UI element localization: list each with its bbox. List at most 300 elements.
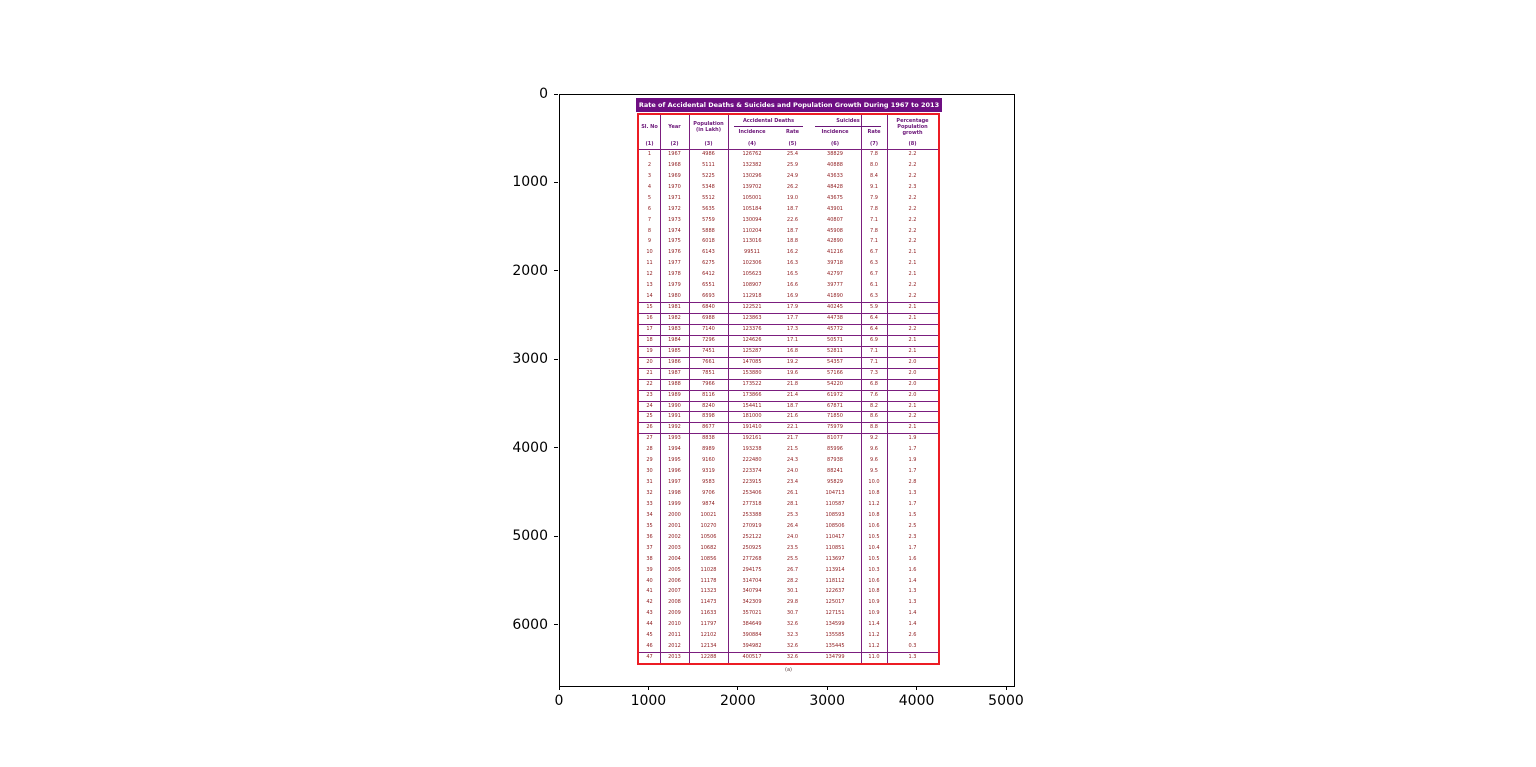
table-cell: 42797 <box>827 271 843 278</box>
table-row <box>639 247 938 258</box>
table-cell: 23.5 <box>786 544 799 551</box>
table-cell: 2.1 <box>908 271 917 278</box>
section-rule <box>639 422 938 423</box>
table-cell: 1970 <box>668 183 681 190</box>
table-cell: 1995 <box>668 457 681 464</box>
table-cell: 10682 <box>700 544 717 551</box>
table-cell: 1969 <box>668 172 681 179</box>
table-row <box>639 576 938 587</box>
table-row <box>639 226 938 237</box>
table-cell: 18.8 <box>786 238 799 245</box>
table-row <box>639 532 938 543</box>
table-cell: 29 <box>646 457 653 464</box>
table-cell: 11.2 <box>868 500 880 507</box>
table-cell: 192161 <box>742 435 762 442</box>
table-cell: 253388 <box>742 511 762 518</box>
table-cell: 135585 <box>825 632 845 639</box>
table-cell: 2 <box>647 161 652 168</box>
table-cell: 340794 <box>742 588 762 595</box>
table-cell: 1990 <box>668 402 681 409</box>
x-axis-tick <box>1006 686 1007 690</box>
table-cell: 6.3 <box>870 260 878 267</box>
table-cell: 24.3 <box>786 457 799 464</box>
table-cell: 39 <box>646 566 653 573</box>
table-cell: 1999 <box>668 500 681 507</box>
table-cell: 1982 <box>668 315 681 322</box>
table-cell: 1991 <box>668 413 681 420</box>
section-rule <box>639 401 938 402</box>
table-cell: 25.4 <box>786 151 799 157</box>
section-rule <box>639 324 938 325</box>
table-cell: 1985 <box>668 347 681 354</box>
table-cell: 11 <box>646 260 653 267</box>
table-cell: 41 <box>646 588 653 595</box>
table-cell: 81077 <box>827 435 843 442</box>
table-cell: 48428 <box>827 183 843 190</box>
table-cell: 2009 <box>668 610 681 617</box>
table-cell: 22.6 <box>786 216 799 223</box>
table-cell: 277318 <box>742 500 762 507</box>
table-cell: 10.3 <box>868 566 880 573</box>
table-cell: 126762 <box>742 151 762 157</box>
table-cell: 6.4 <box>870 325 878 332</box>
x-axis-tick-label: 2000 <box>719 693 756 709</box>
table-row <box>639 652 938 663</box>
table-row <box>639 586 938 597</box>
table-cell: 17 <box>646 325 653 332</box>
table-cell: 11323 <box>700 588 717 595</box>
table-cell: 26.4 <box>786 522 799 529</box>
table-cell: 18.7 <box>786 402 799 409</box>
table-cell: 1974 <box>668 227 681 234</box>
table-row <box>639 411 938 422</box>
table-cell: 7.1 <box>870 358 878 365</box>
table-cell: 6693 <box>702 293 715 300</box>
table-cell: 26 <box>646 424 653 431</box>
table-cell: 6143 <box>702 249 715 256</box>
table-cell: 147085 <box>742 358 762 365</box>
table-cell: 42890 <box>827 238 843 245</box>
table-cell: 41890 <box>827 293 843 300</box>
table-cell: 153880 <box>742 369 762 376</box>
table-row <box>639 258 938 269</box>
table-row <box>639 390 938 401</box>
table-cell: 6988 <box>702 315 715 322</box>
table-cell: 71850 <box>827 413 843 420</box>
table-cell: 1.6 <box>908 555 917 562</box>
table-cell: 154411 <box>742 402 762 409</box>
table-cell: 7.8 <box>870 205 878 212</box>
table-cell: 7.8 <box>870 151 878 157</box>
table-cell: 222480 <box>742 457 762 464</box>
table-cell: 18.7 <box>786 227 799 234</box>
table-cell: 34 <box>646 511 653 518</box>
table-cell: 24 <box>646 402 653 409</box>
table-cell: 9583 <box>702 479 715 486</box>
section-rule <box>639 346 938 347</box>
table-row <box>639 236 938 247</box>
table-cell: 1.3 <box>908 490 917 497</box>
table-row <box>639 149 938 160</box>
table-cell: 1977 <box>668 260 681 267</box>
table-cell: 28.1 <box>786 500 799 507</box>
table-cell: 32 <box>646 490 653 497</box>
table-cell: 2004 <box>668 555 681 562</box>
table-row <box>639 422 938 433</box>
table-cell: 1.6 <box>908 566 917 573</box>
table-cell: 7.1 <box>870 347 878 354</box>
header-col-number: (8) <box>908 140 917 147</box>
table-cell: 5 <box>647 194 652 201</box>
table-row <box>639 171 938 182</box>
table-cell: 123863 <box>742 315 762 322</box>
x-axis-tick <box>737 686 738 690</box>
table-cell: 1978 <box>668 271 681 278</box>
table-cell: 9.2 <box>870 435 878 442</box>
table-caption: (a) <box>785 667 792 673</box>
table-row <box>639 543 938 554</box>
table-cell: 191410 <box>742 424 762 431</box>
table-cell: 40888 <box>827 161 843 168</box>
table-cell: 9.5 <box>870 468 878 475</box>
table-cell: 10.6 <box>868 577 880 584</box>
table-cell: 7.3 <box>870 369 878 376</box>
table-cell: 25 <box>646 413 653 420</box>
section-rule <box>639 433 938 434</box>
table-cell: 10270 <box>700 522 717 529</box>
table-cell: 11797 <box>700 621 717 628</box>
table-cell: 45 <box>646 632 653 639</box>
x-axis-tick-label: 1000 <box>630 693 667 709</box>
y-axis-tick-label: 1000 <box>512 174 548 191</box>
table-cell: 88241 <box>827 468 843 475</box>
table-cell: 1996 <box>668 468 681 475</box>
table-row <box>639 280 938 291</box>
table-row <box>639 302 938 313</box>
table-cell: 8989 <box>702 446 715 453</box>
table-cell: 43633 <box>827 172 843 179</box>
table-cell: 2.2 <box>908 161 917 168</box>
table-cell: 193238 <box>742 446 762 453</box>
table-cell: 7851 <box>702 369 715 376</box>
table-cell: 1993 <box>668 435 681 442</box>
table-cell: 26.7 <box>786 566 799 573</box>
y-axis-tick <box>554 94 558 95</box>
table-cell: 12134 <box>700 643 717 650</box>
table-cell: 40245 <box>827 304 843 311</box>
table-cell: 1979 <box>668 282 681 289</box>
header-sui-incidence: Incidence <box>821 129 849 135</box>
table-cell: 2002 <box>668 533 681 540</box>
table-cell: 1.3 <box>908 588 917 595</box>
table-cell: 124626 <box>742 336 762 343</box>
section-rule <box>639 357 938 358</box>
table-row <box>639 357 938 368</box>
table-cell: 10.8 <box>868 588 880 595</box>
table-row <box>639 565 938 576</box>
table-cell: 1.4 <box>908 621 917 628</box>
table-cell: 10021 <box>700 511 717 518</box>
table-cell: 10.0 <box>868 479 880 486</box>
table-cell: 2.0 <box>908 380 917 387</box>
table-cell: 16.8 <box>786 347 799 354</box>
table-cell: 21.7 <box>786 435 799 442</box>
header-acc-rate: Rate <box>785 129 799 135</box>
y-axis-tick <box>554 536 558 537</box>
table-cell: 384649 <box>742 621 762 628</box>
table-cell: 113914 <box>825 566 845 573</box>
table-cell: 181000 <box>742 413 762 420</box>
table-cell: 16.9 <box>786 293 799 300</box>
table-cell: 35 <box>646 522 653 529</box>
table-cell: 9319 <box>702 468 715 475</box>
table-cell: 46 <box>646 643 653 650</box>
table-cell: 8.6 <box>870 413 878 420</box>
table-row <box>639 204 938 215</box>
table-cell: 29.8 <box>786 599 799 606</box>
table-cell: 9.6 <box>870 446 878 453</box>
table-cell: 30.7 <box>786 610 799 617</box>
table-cell: 6.4 <box>870 315 878 322</box>
table-cell: 2.1 <box>908 424 917 431</box>
table-cell: 1980 <box>668 293 681 300</box>
table-cell: 5111 <box>702 161 715 168</box>
header-growth: Percentage Population growth <box>896 118 929 136</box>
table-cell: 13 <box>646 282 653 289</box>
table-cell: 342309 <box>742 599 762 606</box>
table-cell: 18 <box>646 336 653 343</box>
table-cell: 21.5 <box>786 446 799 453</box>
y-axis-tick <box>554 624 558 625</box>
table-cell: 7.6 <box>870 391 878 398</box>
table-cell: 6.7 <box>870 271 878 278</box>
table-cell: 1.5 <box>908 511 917 518</box>
table-row <box>639 401 938 412</box>
table-cell: 2.8 <box>908 479 917 486</box>
table-cell: 12102 <box>700 632 717 639</box>
table-cell: 10.8 <box>868 511 880 518</box>
table-cell: 12288 <box>700 654 717 661</box>
table-row <box>639 444 938 455</box>
table-cell: 130296 <box>742 172 762 179</box>
table-cell: 31 <box>646 479 653 486</box>
table-cell: 2008 <box>668 599 681 606</box>
table-cell: 134599 <box>825 621 845 628</box>
table-cell: 21.4 <box>786 391 799 398</box>
table-cell: 11178 <box>700 577 717 584</box>
plot-area <box>559 94 1015 687</box>
table-row <box>639 597 938 608</box>
table-cell: 1973 <box>668 216 681 223</box>
table-cell: 8.8 <box>870 424 878 431</box>
table-cell: 7.9 <box>870 194 878 201</box>
y-axis-tick <box>554 447 558 448</box>
table-cell: 112918 <box>742 293 762 300</box>
table-cell: 2.1 <box>908 336 917 343</box>
table-cell: 10.4 <box>868 544 880 551</box>
table-cell: 32.6 <box>786 654 799 661</box>
table-cell: 1975 <box>668 238 681 245</box>
table-cell: 2.3 <box>908 183 917 190</box>
table-cell: 277268 <box>742 555 762 562</box>
table-row <box>639 641 938 652</box>
table-row <box>639 455 938 466</box>
table-cell: 7966 <box>702 380 715 387</box>
table-cell: 16.3 <box>786 260 799 267</box>
table-cell: 8398 <box>702 413 715 420</box>
table-cell: 21.6 <box>786 413 799 420</box>
section-rule <box>639 313 938 314</box>
table-cell: 6412 <box>702 271 715 278</box>
table-cell: 2.0 <box>908 369 917 376</box>
table-cell: 253406 <box>742 490 762 497</box>
table-cell: 5225 <box>702 172 715 179</box>
table-cell: 1984 <box>668 336 681 343</box>
table-cell: 250925 <box>742 544 762 551</box>
table-row <box>639 466 938 477</box>
table-cell: 6 <box>647 205 652 212</box>
table-cell: 5888 <box>702 227 715 234</box>
table-cell: 1.4 <box>908 610 917 617</box>
table-cell: 134799 <box>825 654 845 661</box>
table-cell: 40807 <box>827 216 843 223</box>
table-row <box>639 510 938 521</box>
table-cell: 4986 <box>702 151 715 157</box>
table-cell: 87938 <box>827 457 843 464</box>
table-row <box>639 433 938 444</box>
table-cell: 2.1 <box>908 402 917 409</box>
table-row <box>639 160 938 171</box>
table-cell: 44738 <box>827 315 843 322</box>
table-cell: 7661 <box>702 358 715 365</box>
table-cell: 1.7 <box>908 446 917 453</box>
table-cell: 2010 <box>668 621 681 628</box>
table-cell: 110587 <box>825 500 845 507</box>
y-axis-tick <box>554 182 558 183</box>
table-cell: 67871 <box>827 402 843 409</box>
table-cell: 75979 <box>827 424 843 431</box>
table-cell: 43675 <box>827 194 843 201</box>
table-cell: 12 <box>646 271 653 278</box>
table-cell: 9 <box>647 238 652 245</box>
y-axis-tick-label: 2000 <box>512 262 548 279</box>
table-cell: 17.9 <box>786 304 799 311</box>
table-cell: 16.2 <box>786 249 799 256</box>
table-cell: 270919 <box>742 522 762 529</box>
table-cell: 8116 <box>702 391 715 398</box>
table-cell: 110204 <box>742 227 762 234</box>
table-cell: 5635 <box>702 205 715 212</box>
table-cell: 2.2 <box>908 238 917 245</box>
table-row <box>639 608 938 619</box>
table-cell: 32.3 <box>786 632 799 639</box>
table-cell: 108593 <box>825 511 845 518</box>
table-cell: 1.3 <box>908 654 917 661</box>
table-cell: 43901 <box>827 205 843 212</box>
table-cell: 10.5 <box>868 555 880 562</box>
table-cell: 2000 <box>668 511 681 518</box>
header-col-number: (6) <box>830 140 840 147</box>
suicides-group-rule <box>815 126 881 127</box>
table-cell: 39777 <box>827 282 843 289</box>
table-cell: 11.2 <box>868 632 880 639</box>
table-cell: 33 <box>646 500 653 507</box>
table-row <box>639 215 938 226</box>
table-title: Rate of Accidental Deaths & Suicides and Population Growth During 1967 to 2013 <box>636 98 942 112</box>
section-rule <box>639 368 938 369</box>
table-cell: 2001 <box>668 522 681 529</box>
table-row <box>639 182 938 193</box>
table-cell: 85996 <box>827 446 843 453</box>
table-cell: 36 <box>646 533 653 540</box>
table-cell: 41216 <box>827 249 843 256</box>
table-cell: 5512 <box>702 194 715 201</box>
table-cell: 99511 <box>744 249 760 256</box>
x-axis-tick-label: 3000 <box>809 693 845 709</box>
table-cell: 7140 <box>702 325 715 332</box>
table-cell: 139702 <box>742 183 762 190</box>
table-cell: 10.9 <box>868 599 880 606</box>
table-cell: 23 <box>646 391 653 398</box>
table-row <box>639 630 938 641</box>
y-axis-tick-label: 3000 <box>512 351 548 368</box>
table-cell: 26.1 <box>786 490 799 497</box>
table-cell: 17.7 <box>786 315 799 322</box>
table-cell: 1.7 <box>908 468 917 475</box>
table-cell: 2.2 <box>908 172 917 179</box>
table-row <box>639 324 938 335</box>
table-cell: 2005 <box>668 566 681 573</box>
table-cell: 2.2 <box>908 282 917 289</box>
table-cell: 24.0 <box>786 468 799 475</box>
table-cell: 6.9 <box>870 336 878 343</box>
table-cell: 1981 <box>668 304 681 311</box>
table-cell: 23.4 <box>786 479 799 486</box>
table-cell: 1989 <box>668 391 681 398</box>
table-cell: 6018 <box>702 238 715 245</box>
header-year: Year <box>668 124 681 130</box>
x-axis-tick <box>916 686 917 690</box>
table-cell: 17.1 <box>786 336 799 343</box>
table-cell: 223915 <box>742 479 762 486</box>
table-cell: 1 <box>647 151 652 157</box>
table-cell: 7451 <box>702 347 715 354</box>
table-cell: 6840 <box>702 304 715 311</box>
table-cell: 104713 <box>825 490 845 497</box>
table-cell: 113697 <box>825 555 845 562</box>
table-cell: 2.3 <box>908 533 917 540</box>
table-cell: 2012 <box>668 643 681 650</box>
table-cell: 105001 <box>742 194 762 201</box>
y-axis-tick-label: 5000 <box>512 528 548 545</box>
table-cell: 2.0 <box>908 391 917 398</box>
table-cell: 108907 <box>742 282 762 289</box>
data-table <box>637 113 940 665</box>
table-row <box>639 193 938 204</box>
table-cell: 25.5 <box>786 555 799 562</box>
y-axis-tick-label: 4000 <box>512 439 548 456</box>
table-cell: 173866 <box>742 391 762 398</box>
table-cell: 57166 <box>827 369 843 376</box>
table-cell: 54220 <box>827 380 843 387</box>
table-cell: 43 <box>646 610 653 617</box>
table-cell: 11.2 <box>868 643 880 650</box>
table-cell: 2.0 <box>908 358 917 365</box>
section-rule <box>639 302 938 303</box>
table-cell: 2.2 <box>908 194 917 201</box>
table-row <box>639 313 938 324</box>
table-cell: 95829 <box>827 479 843 486</box>
